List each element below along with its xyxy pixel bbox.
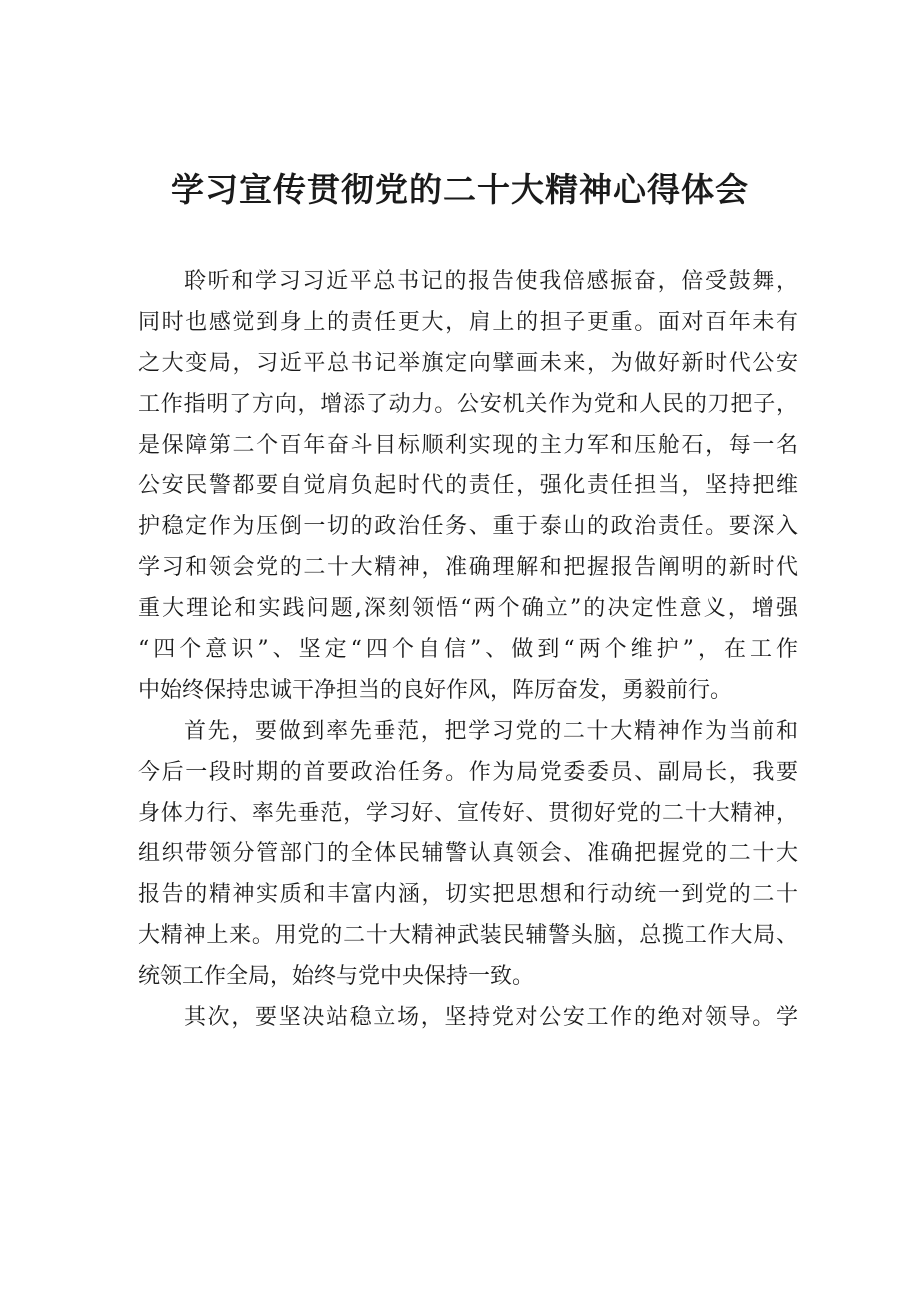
document-title: 学习宣传贯彻党的二十大精神心得体会 [171,170,749,209]
text-line: 中始终保持忠诚干净担当的良好作风，阵厉奋发，勇毅前行。 [138,677,733,703]
text-line: 组织带领分管部门的全体民辅警认真领会、准确把握党的二十大 [138,841,798,867]
text-line: 同时也感觉到身上的责任更大，肩上的担子更重。面对百年未有 [138,309,798,335]
text-line: 统领工作全局，始终与党中央保持一致。 [138,964,535,990]
text-line: 重大理论和实践问题,深刻领悟“两个确立”的决定性意义，增强 [138,596,798,622]
paragraph [138,998,798,1039]
text-line: 首先，要做到率先垂范，把学习党的二十大精神作为当前和 [184,718,798,744]
text-line: 之大变局，习近平总书记举旗定向擘画未来，为做好新时代公安 [138,350,798,376]
text-line: “四个意识”、坚定“四个自信”、做到“两个维护”，在工作 [138,637,798,663]
text-line: 公安民警都要自觉肩负起时代的责任，强化责任担当，坚持把维 [138,473,798,499]
text-line: 大精神上来。用党的二十大精神武装民辅警头脑，总揽工作大局、 [138,923,798,949]
text-line: 今后一段时期的首要政治任务。作为局党委委员、副局长，我要 [138,759,798,785]
text-line: 报告的精神实质和丰富内涵，切实把思想和行动统一到党的二十 [138,882,798,908]
text-line: 是保障第二个百年奋斗目标顺利实现的主力军和压舱石，每一名 [138,432,798,458]
document-body [138,262,798,1039]
text-line: 聆听和学习习近平总书记的报告使我倍感振奋，倍受鼓舞， [184,269,798,294]
text-line: 工作指明了方向，增添了动力。公安机关作为党和人民的刀把子， [138,391,798,417]
paragraph [138,262,798,712]
text-line: 身体力行、率先垂范，学习好、宣传好、贯彻好党的二十大精神， [138,800,798,826]
text-line: 护稳定作为压倒一切的政治任务、重于泰山的政治责任。要深入 [138,514,798,540]
paragraph [138,712,798,998]
text-line: 学习和领会党的二十大精神，准确理解和把握报告阐明的新时代 [138,555,798,581]
text-line: 其次，要坚决站稳立场，坚持党对公安工作的绝对领导。学 [184,1005,798,1031]
